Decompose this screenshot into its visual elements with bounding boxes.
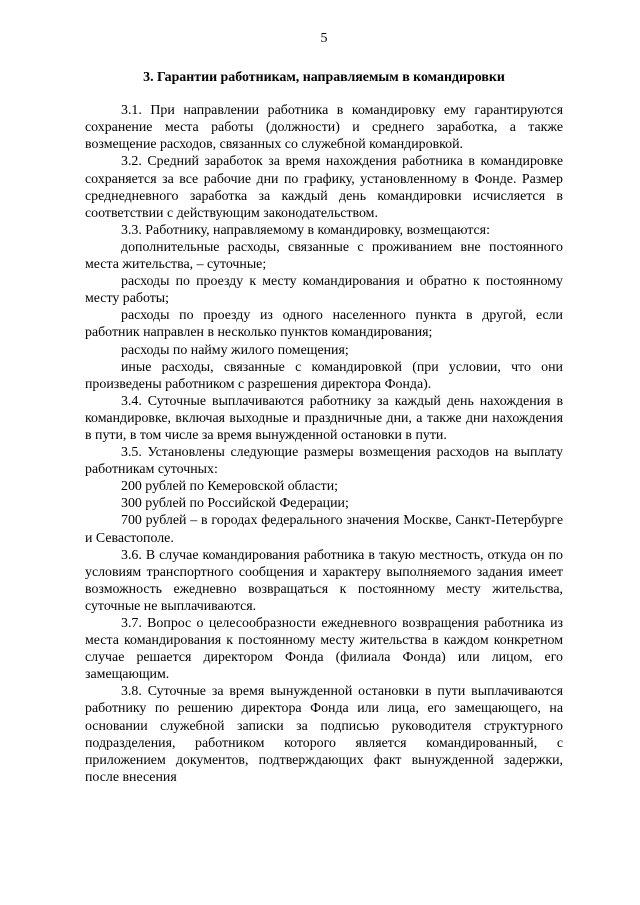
paragraph-3-2: 3.2. Средний заработок за время нахождения работника в командировке сохраняется за все рабочие дни по графику, установленному в Фонде. Размер среднедневного заработка за каждый день командировки исчисляется в соответствии с действующим законодательством.	[85, 154, 563, 221]
paragraph-3-8: 3.8. Суточные за время вынужденной остановки в пути выплачиваются работнику по решению директора Фонда или лица, его замещающего, на основании служебной записки за подписью руководителя структурного подразделения, работником которого является командированный, с приложением документов, подтверждающих факт вынужденной задержки, после внесения	[85, 684, 563, 785]
paragraph-3-5: 3.5. Установлены следующие размеры возмещения расходов на выплату работникам суточных:	[85, 445, 563, 478]
list-item-travel-to-destination: расходы по проезду к месту командирования и обратно к постоянному месту работы;	[85, 274, 563, 307]
list-item-daily-allowance: дополнительные расходы, связанные с проживанием вне постоянного места жительства, – суточные;	[85, 239, 563, 273]
rate-russia: 300 рублей по Российской Федерации;	[121, 496, 349, 512]
document-page	[85, 30, 563, 786]
paragraph-3-7: 3.7. Вопрос о целесообразности ежедневного возвращения работника из места командирования к постоянному месту жительства в каждом конкретном случае решается директором Фонда (филиала Фонда) или лицом, его замещающим.	[85, 616, 563, 683]
section-heading: 3. Гарантии работникам, направляемым в командировки	[143, 70, 505, 86]
paragraph-3-3: 3.3. Работнику, направляемому в командировку, возмещаются:	[121, 222, 490, 238]
rate-federal-cities: 700 рублей – в городах федерального значения Москве, Санкт-Петербурге и Севастополе.	[85, 513, 563, 546]
paragraph-3-6: 3.6. В случае командирования работника в такую местность, откуда он по условиям транспортного сообщения и характеру выполняемого задания имеет возможность ежедневно возвращаться к постоянному месту жительства, суточные не выплачиваются.	[85, 547, 563, 614]
list-item-travel-between-points: расходы по проезду из одного населенного пункта в другой, если работник направлен в несколько пунктов командирования;	[85, 308, 563, 341]
page-number: 5	[320, 31, 328, 46]
paragraph-3-4: 3.4. Суточные выплачиваются работнику за каждый день нахождения в командировке, включая выходные и праздничные дни, а также дни нахождения в пути, в том числе за время вынужденной остановки в пути.	[85, 393, 563, 443]
paragraph-3-1: 3.1. При направлении работника в командировку ему гарантируются сохранение места работы (должности) и среднего заработка, а также возмещение расходов, связанных со служебной командировкой.	[85, 103, 563, 153]
list-item-other-expenses: иные расходы, связанные с командировкой (при условии, что они произведены работником с разрешения директора Фонда).	[85, 359, 563, 392]
rate-kemerovo: 200 рублей по Кемеровской области;	[121, 479, 338, 495]
list-item-accommodation: расходы по найму жилого помещения;	[121, 342, 349, 358]
